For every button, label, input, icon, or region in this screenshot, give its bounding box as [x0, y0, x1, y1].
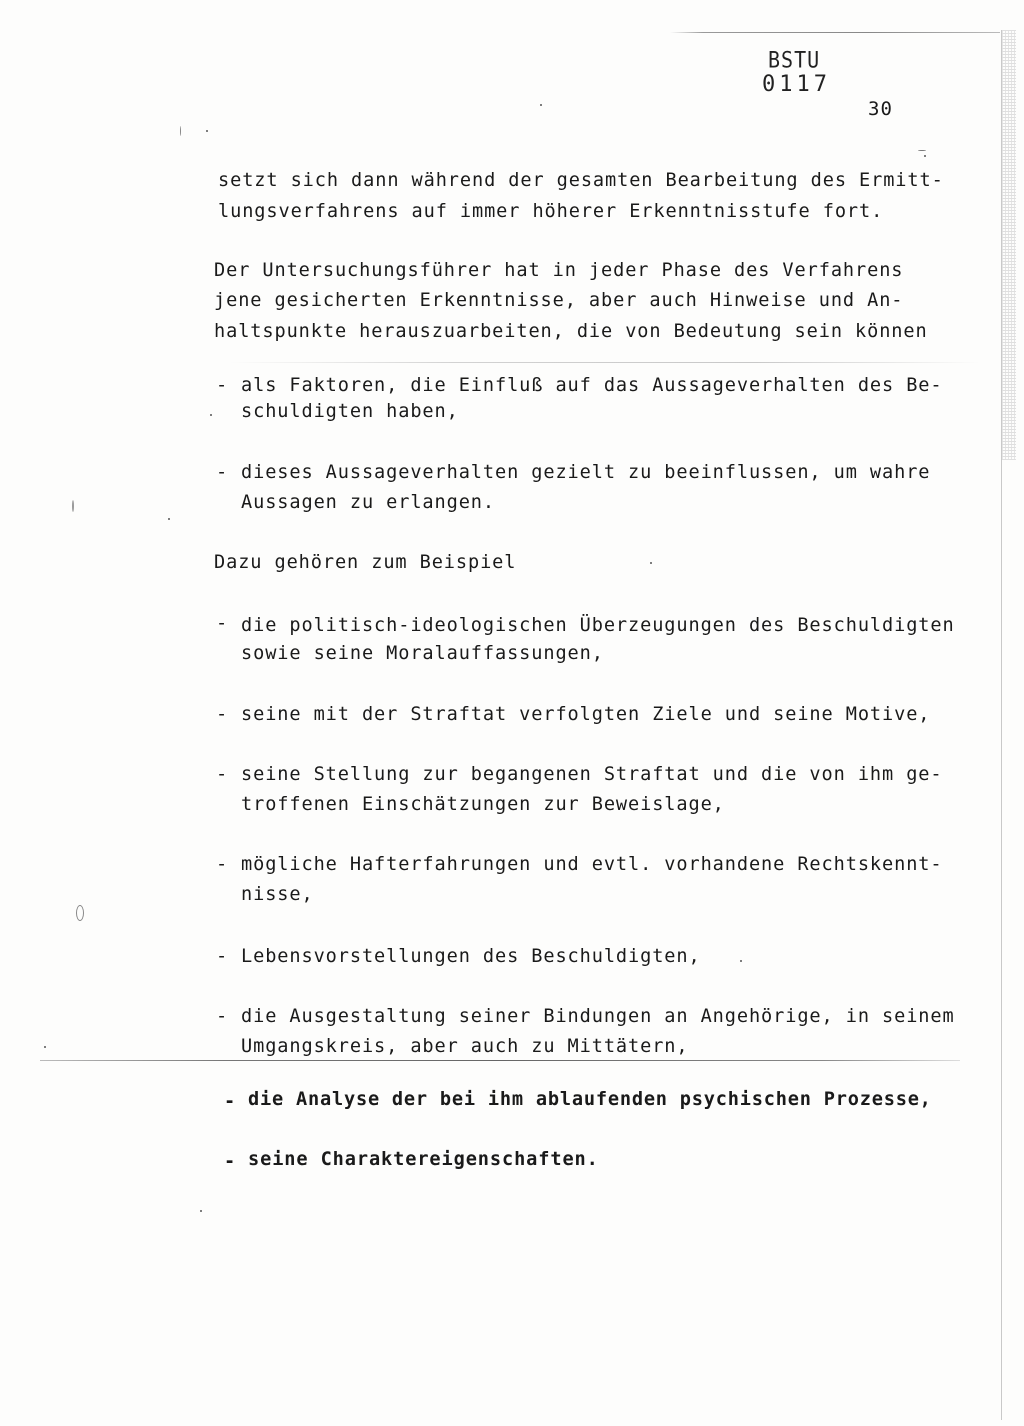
scan-speck — [650, 562, 652, 564]
scan-speck — [168, 518, 170, 520]
scan-artifact-edge — [1002, 30, 1016, 460]
scan-speck — [72, 500, 74, 512]
list-dash: - — [216, 375, 228, 396]
list-dash: - — [216, 1006, 228, 1027]
scan-artifact-edge-line — [1001, 30, 1002, 1420]
list-item-line: seine mit der Straftat verfolgten Ziele und seine Motive, — [241, 704, 931, 725]
list-item-line: seine Charaktereigenschaften. — [248, 1149, 599, 1170]
scan-speck — [924, 155, 926, 157]
text-line: setzt sich dann während der gesamten Bearbeitung des Ermitt- — [218, 170, 944, 191]
list-item-line: die Ausgestaltung seiner Bindungen an Angehörige, in seinem — [241, 1006, 955, 1027]
list-item-line: die politisch-ideologischen Überzeugungen des Beschuldigten — [241, 615, 955, 636]
list-item-line: seine Stellung zur begangenen Straftat und die von ihm ge- — [241, 764, 943, 785]
list-item-line: die Analyse der bei ihm ablaufenden psychischen Prozesse, — [248, 1089, 932, 1110]
list-dash: - — [216, 462, 228, 483]
list-dash: - — [224, 1091, 236, 1112]
archive-stamp-number: 0117 — [762, 72, 831, 97]
scan-artifact-horizontal-line — [40, 1060, 960, 1061]
page-number: 30 — [868, 98, 893, 120]
list-item-line: sowie seine Moralauffassungen, — [241, 643, 604, 664]
list-item-line: Umgangskreis, aber auch zu Mittätern, — [241, 1036, 689, 1057]
list-item-line: dieses Aussageverhalten gezielt zu beeinflussen, um wahre — [241, 462, 931, 483]
list-dash: - — [216, 854, 228, 875]
list-item-line: mögliche Hafterfahrungen und evtl. vorhandene Rechtskennt- — [241, 854, 943, 875]
list-dash: - — [216, 764, 228, 785]
scan-speck — [44, 1046, 46, 1048]
list-dash: - — [216, 613, 228, 634]
text-line: Der Untersuchungsführer hat in jeder Phase des Verfahrens — [214, 260, 904, 281]
section-heading: Dazu gehören zum Beispiel — [214, 552, 517, 573]
archive-stamp — [762, 46, 831, 97]
list-dash: - — [216, 704, 228, 725]
list-item-line: troffenen Einschätzungen zur Beweislage, — [241, 794, 725, 815]
list-item-line: Aussagen zu erlangen. — [241, 492, 495, 513]
scan-speck — [180, 126, 181, 136]
scan-speck — [740, 960, 742, 962]
archive-stamp-label: BSTU — [768, 46, 821, 74]
list-item-line: als Faktoren, die Einfluß auf das Aussageverhalten des Be- — [241, 375, 943, 396]
list-item-line: Lebensvorstellungen des Beschuldigten, — [241, 946, 701, 967]
scan-artifact-faint-line — [230, 362, 980, 363]
scan-speck — [210, 414, 212, 416]
scan-speck — [540, 104, 542, 106]
scan-artifact-top-line — [670, 32, 1000, 33]
text-line: jene gesicherten Erkenntnisse, aber auch Hinweise und An- — [214, 290, 904, 311]
list-dash: - — [216, 946, 228, 967]
list-item-line: schuldigten haben, — [241, 401, 459, 422]
scan-speck — [76, 905, 84, 921]
text-line: lungsverfahrens auf immer höherer Erkenntnisstufe fort. — [218, 201, 884, 222]
list-dash: - — [224, 1151, 236, 1172]
scan-speck — [918, 150, 926, 151]
scan-speck — [206, 130, 208, 132]
text-line: haltspunkte herauszuarbeiten, die von Bedeutung sein können — [214, 321, 928, 342]
list-item-line: nisse, — [241, 884, 314, 905]
scan-speck — [200, 1210, 202, 1212]
